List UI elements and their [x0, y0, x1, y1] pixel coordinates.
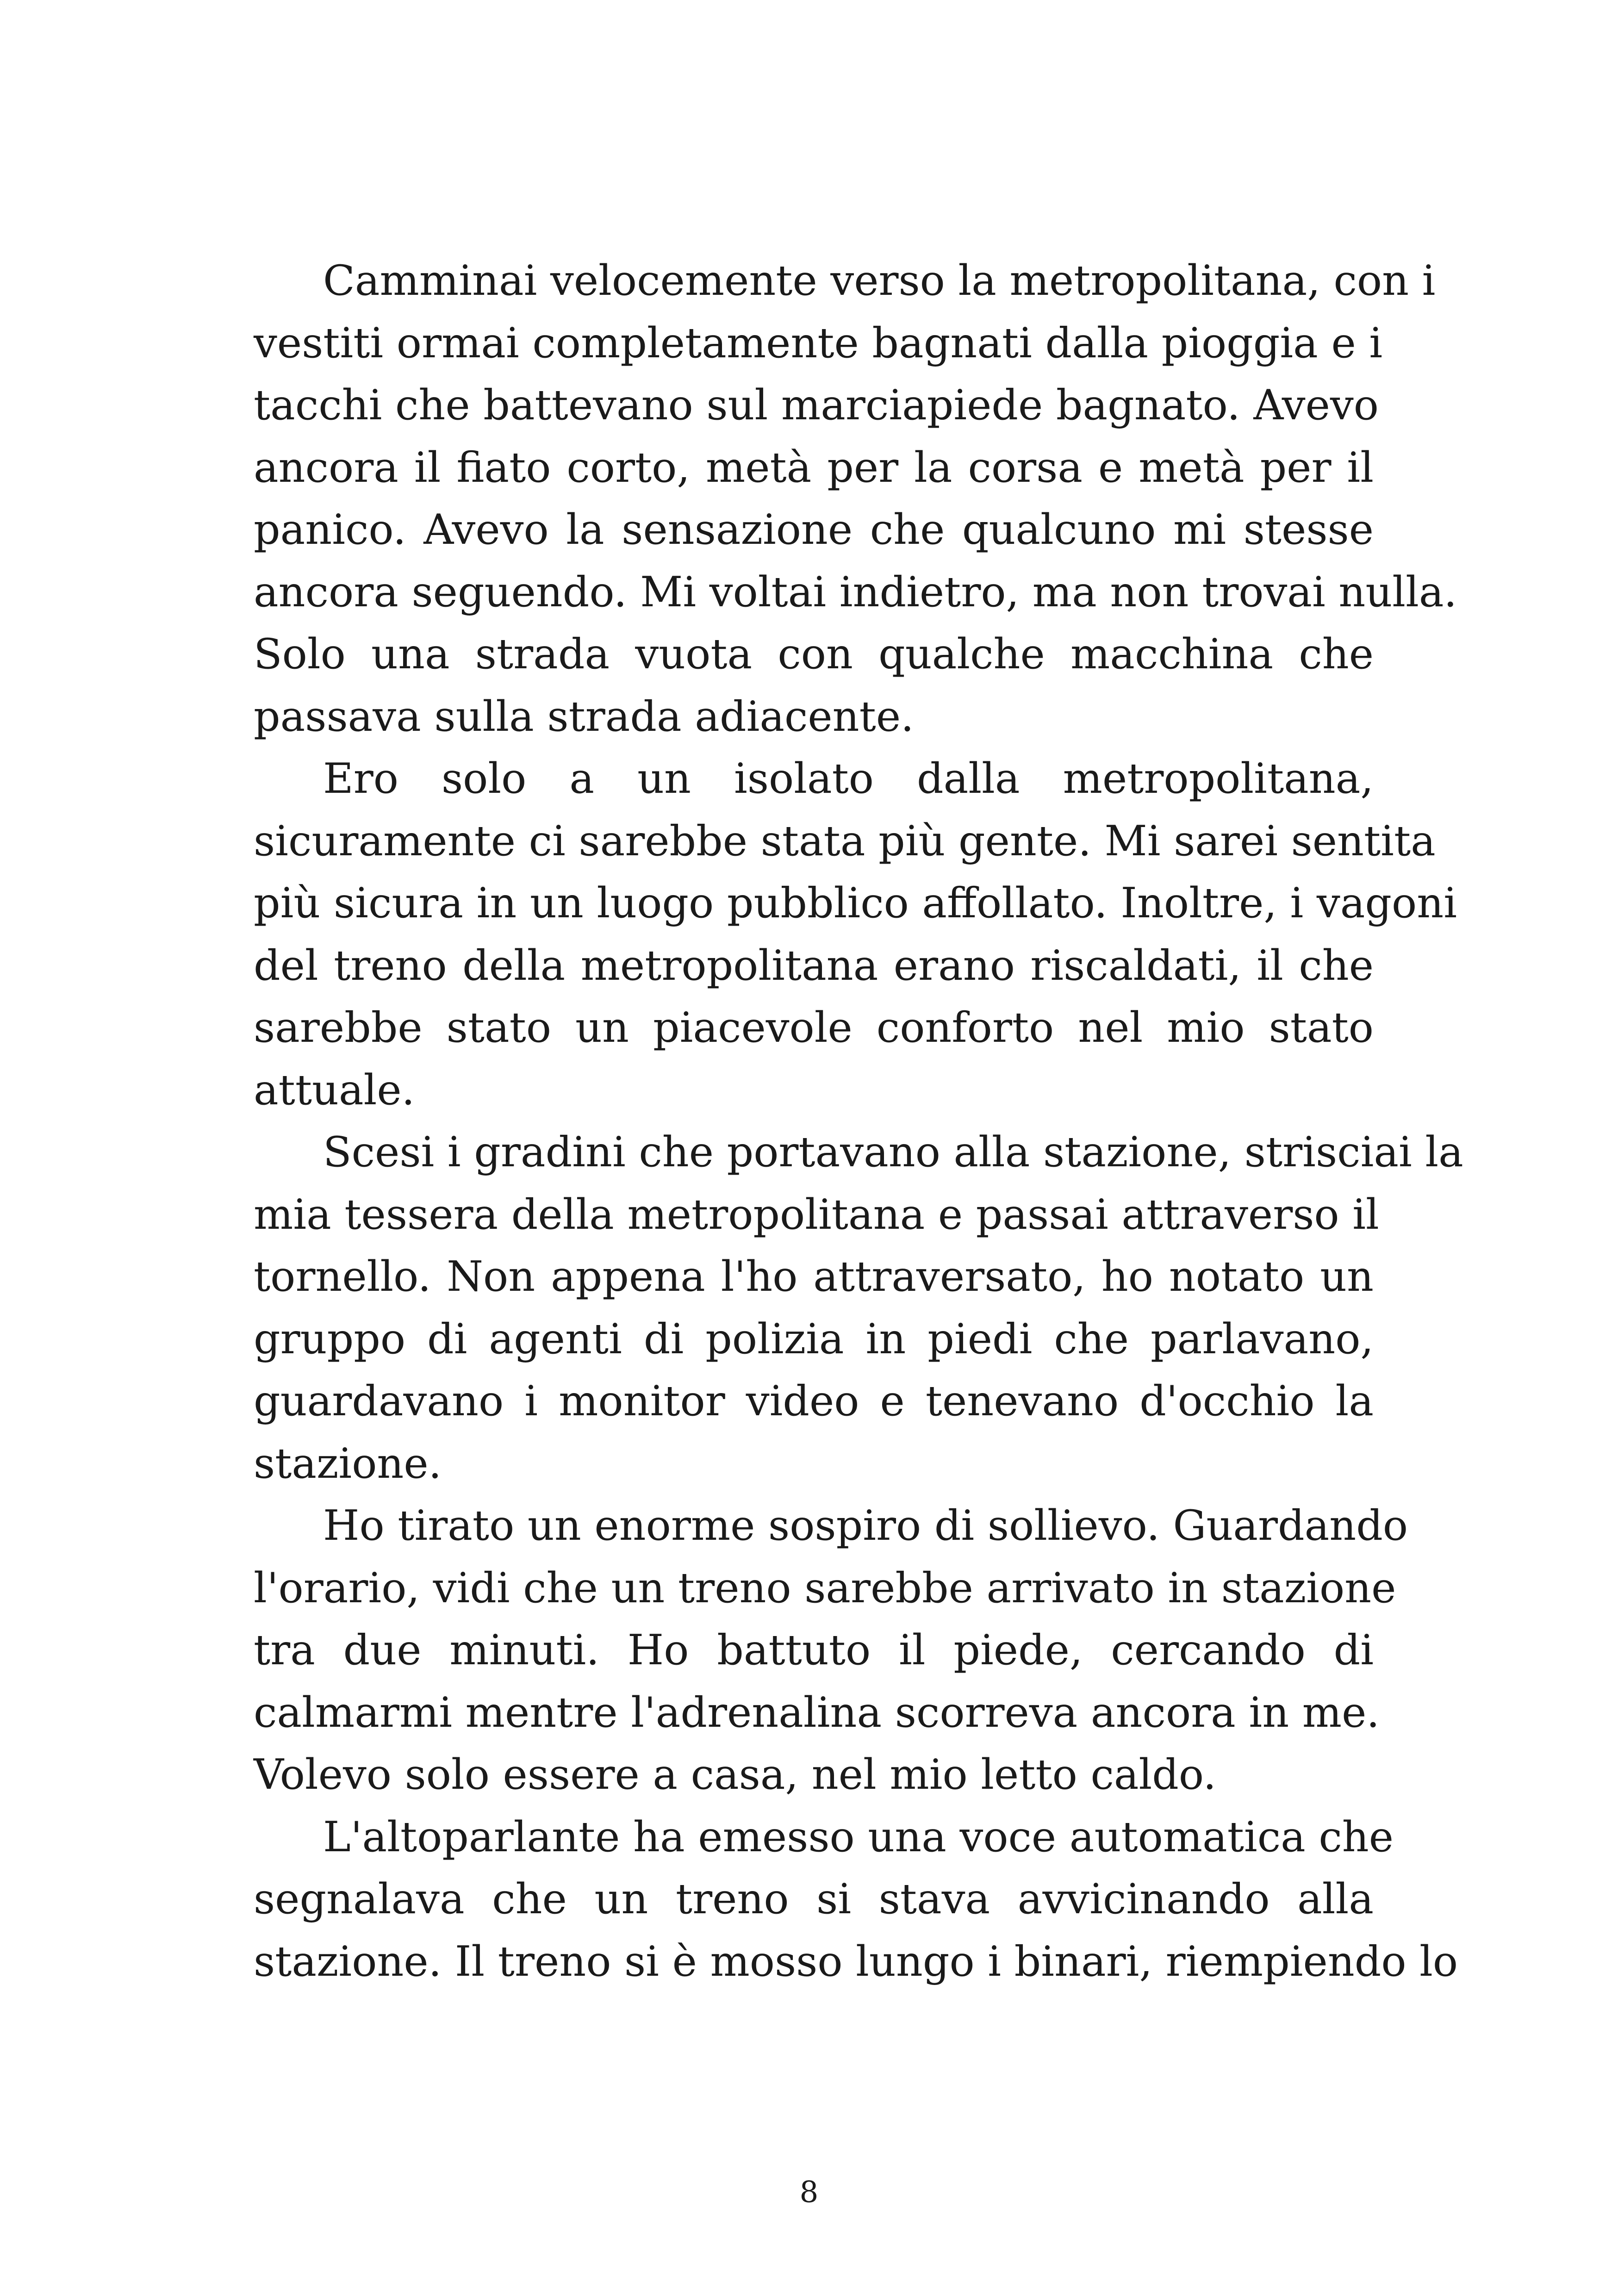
- text-line: stazione.: [254, 1439, 442, 1488]
- text-line: sicuramente ci sarebbe stata più gente. Mi sarei sentita: [254, 816, 1436, 865]
- text-line: tornello. Non appena l'ho attraversato, ho notato un: [254, 1252, 1374, 1301]
- text-line: segnalava che un treno si stava avvicinando alla: [254, 1875, 1374, 1923]
- text-line: panico. Avevo la sensazione che qualcuno mi stesse: [254, 505, 1374, 554]
- text-line: Ero solo a un isolato dalla metropolitana,: [323, 754, 1374, 803]
- body-text: [254, 250, 1463, 1993]
- text-line: passava sulla strada adiacente.: [254, 692, 914, 741]
- paragraph-1: [254, 250, 1457, 748]
- text-line: ancora il fiato corto, metà per la corsa e metà per il: [254, 443, 1374, 492]
- text-line: L'altoparlante ha emesso una voce automatica che: [323, 1812, 1394, 1861]
- text-line: del treno della metropolitana erano riscaldati, il che: [254, 941, 1374, 990]
- page-number: 8: [799, 2175, 819, 2209]
- text-line: ancora seguendo. Mi voltai indietro, ma non trovai nulla.: [254, 567, 1457, 616]
- text-line: l'orario, vidi che un treno sarebbe arrivato in stazione: [254, 1563, 1396, 1612]
- text-line: Volevo solo essere a casa, nel mio letto caldo.: [254, 1750, 1217, 1799]
- text-line: mia tessera della metropolitana e passai attraverso il: [254, 1190, 1379, 1239]
- text-line: Solo una strada vuota con qualche macchina che: [254, 630, 1374, 678]
- text-line: Ho tirato un enorme sospiro di sollievo. Guardando: [323, 1501, 1408, 1550]
- text-line: sarebbe stato un piacevole conforto nel mio stato: [254, 1003, 1374, 1052]
- text-line: gruppo di agenti di polizia in piedi che parlavano,: [254, 1314, 1374, 1363]
- text-line: guardavano i monitor video e tenevano d'occhio la: [254, 1377, 1374, 1425]
- text-line: stazione. Il treno si è mosso lungo i binari, riempiendo lo: [254, 1937, 1458, 1986]
- paragraph-3: [254, 1121, 1463, 1495]
- paragraph-2: [254, 748, 1457, 1121]
- text-line: tacchi che battevano sul marciapiede bagnato. Avevo: [254, 381, 1379, 429]
- paragraph-5: [254, 1806, 1458, 1993]
- paragraph-4: [254, 1495, 1408, 1806]
- text-line: calmarmi mentre l'adrenalina scorreva ancora in me.: [254, 1688, 1380, 1737]
- text-line: Camminai velocemente verso la metropolitana, con i: [323, 256, 1436, 305]
- text-line: più sicura in un luogo pubblico affollato. Inoltre, i vagoni: [254, 879, 1457, 927]
- text-line: tra due minuti. Ho battuto il piede, cercando di: [254, 1626, 1374, 1674]
- text-line: attuale.: [254, 1065, 415, 1114]
- text-line: vestiti ormai completamente bagnati dalla pioggia e i: [254, 318, 1383, 367]
- text-line: Scesi i gradini che portavano alla stazione, strisciai la: [323, 1128, 1463, 1176]
